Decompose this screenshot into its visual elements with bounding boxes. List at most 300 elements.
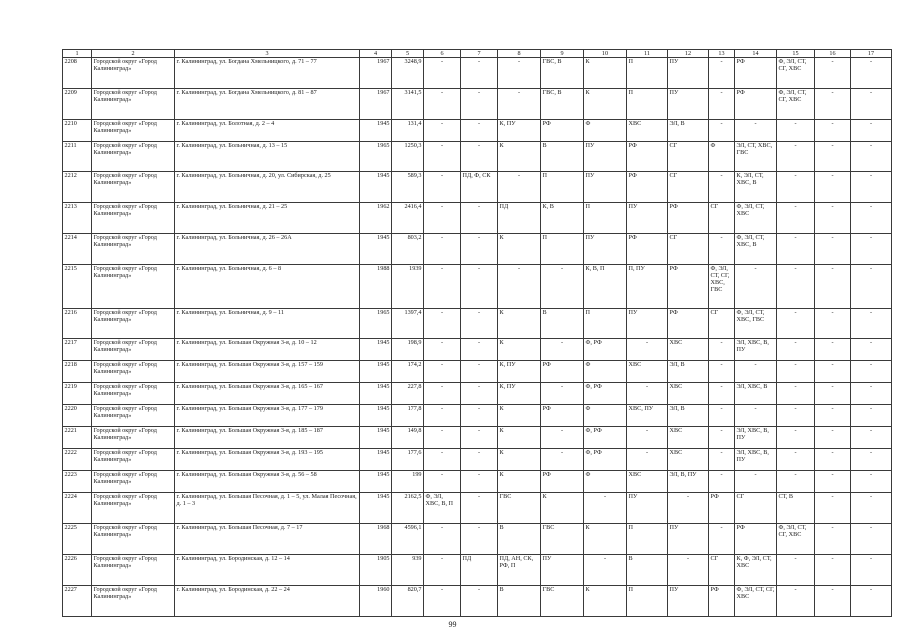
table-cell: ХВС bbox=[627, 120, 668, 142]
table-cell: - bbox=[709, 89, 735, 120]
table-cell: - bbox=[851, 58, 892, 89]
table-cell: ХВС bbox=[627, 361, 668, 383]
table-cell: К bbox=[498, 309, 541, 339]
table-cell: - bbox=[461, 427, 498, 449]
table-cell: ЭЛ, СТ, ХВС, ГВС bbox=[735, 142, 777, 172]
table-cell: Ф, РФ bbox=[584, 339, 627, 361]
table-cell: - bbox=[709, 234, 735, 265]
table-cell: - bbox=[424, 586, 461, 617]
table-cell: 939 bbox=[392, 555, 424, 586]
table-cell: Городской округ «Город Калининград» bbox=[92, 309, 175, 339]
column-header: 7 bbox=[461, 50, 498, 58]
table-cell: 2225 bbox=[63, 524, 92, 555]
table-cell: - bbox=[498, 58, 541, 89]
table-cell: - bbox=[709, 405, 735, 427]
table-cell: - bbox=[709, 471, 735, 493]
table-cell: Городской округ «Город Калининград» bbox=[92, 58, 175, 89]
table-cell: - bbox=[461, 524, 498, 555]
table-cell: - bbox=[461, 449, 498, 471]
table-cell: - bbox=[461, 120, 498, 142]
table-cell: - bbox=[668, 493, 709, 524]
table-cell: ЭЛ, ХВС, В, ПУ bbox=[735, 449, 777, 471]
table-cell: - bbox=[461, 58, 498, 89]
table-cell: - bbox=[851, 449, 892, 471]
table-cell: 2219 bbox=[63, 383, 92, 405]
table-cell: 2210 bbox=[63, 120, 92, 142]
table-cell: - bbox=[461, 203, 498, 234]
table-cell: - bbox=[851, 234, 892, 265]
table-cell: К, В bbox=[541, 203, 584, 234]
table-cell: П bbox=[584, 309, 627, 339]
table-cell: - bbox=[461, 265, 498, 309]
table-cell: Ф, РФ bbox=[584, 383, 627, 405]
table-cell: К, ПУ bbox=[498, 383, 541, 405]
column-header: 17 bbox=[851, 50, 892, 58]
table-cell: РФ bbox=[668, 203, 709, 234]
table-cell: ГВС bbox=[498, 493, 541, 524]
table-cell: ПД bbox=[461, 555, 498, 586]
table-cell: К bbox=[498, 471, 541, 493]
table-cell: 2215 bbox=[63, 265, 92, 309]
table-cell: г. Калининград, ул. Большая Песочная, д. 1 – 5, ул. Малая Песочная, д. 1 – 3 bbox=[175, 493, 360, 524]
table-row bbox=[63, 58, 892, 89]
table-cell: 2162,5 bbox=[392, 493, 424, 524]
table-cell: П bbox=[627, 89, 668, 120]
table-cell: 1945 bbox=[360, 339, 392, 361]
table-cell: П bbox=[627, 58, 668, 89]
table-cell: - bbox=[777, 203, 815, 234]
table-cell: - bbox=[815, 471, 851, 493]
table-cell: - bbox=[851, 427, 892, 449]
table-cell: К bbox=[541, 493, 584, 524]
table-cell: г. Калининград, ул. Большая Окружная 3-я, д. 177 – 179 bbox=[175, 405, 360, 427]
table-cell: К bbox=[584, 58, 627, 89]
table-cell: СГ bbox=[668, 142, 709, 172]
table-cell: Ф bbox=[584, 120, 627, 142]
table-cell: - bbox=[777, 405, 815, 427]
table-cell: - bbox=[851, 555, 892, 586]
table-cell: 1945 bbox=[360, 172, 392, 203]
table-cell: ГВС bbox=[541, 586, 584, 617]
table-cell: - bbox=[777, 309, 815, 339]
table-row bbox=[63, 203, 892, 234]
table-cell: - bbox=[777, 586, 815, 617]
table-cell: К bbox=[584, 586, 627, 617]
table-cell: - bbox=[424, 265, 461, 309]
page-number: 99 bbox=[448, 620, 457, 629]
table-cell: - bbox=[424, 471, 461, 493]
table-cell: К bbox=[584, 89, 627, 120]
table-cell: 2416,4 bbox=[392, 203, 424, 234]
table-cell: - bbox=[424, 120, 461, 142]
table-cell: 174,2 bbox=[392, 361, 424, 383]
table-cell: г. Калининград, ул. Больничная, д. 26 – 26А bbox=[175, 234, 360, 265]
table-cell: 2217 bbox=[63, 339, 92, 361]
table-cell: ЭЛ, В, ПУ bbox=[668, 471, 709, 493]
table-cell: П bbox=[541, 234, 584, 265]
table-cell: - bbox=[735, 405, 777, 427]
table-cell: Городской округ «Город Калининград» bbox=[92, 586, 175, 617]
table-cell: - bbox=[851, 89, 892, 120]
table-cell: ХВС, ПУ bbox=[627, 405, 668, 427]
table-body bbox=[63, 58, 892, 617]
table-cell: 2218 bbox=[63, 361, 92, 383]
table-cell: 4596,1 bbox=[392, 524, 424, 555]
table-cell: г. Калининград, ул. Большая Окружная 3-я, д. 157 – 159 bbox=[175, 361, 360, 383]
table-cell: - bbox=[709, 172, 735, 203]
table-cell: 1960 bbox=[360, 586, 392, 617]
table-cell: П bbox=[541, 172, 584, 203]
table-cell: Ф bbox=[584, 361, 627, 383]
table-cell: СГ bbox=[709, 309, 735, 339]
table-cell: РФ bbox=[541, 361, 584, 383]
table-cell: К bbox=[498, 234, 541, 265]
table-cell: г. Калининград, ул. Большая Песочная, д. 7 – 17 bbox=[175, 524, 360, 555]
table-cell: - bbox=[461, 142, 498, 172]
table-cell: К, ЭЛ, СТ, ХВС, В bbox=[735, 172, 777, 203]
table-cell: - bbox=[424, 142, 461, 172]
table-cell: Городской округ «Город Калининград» bbox=[92, 172, 175, 203]
table-cell: 2209 bbox=[63, 89, 92, 120]
table-cell: г. Калининград, ул. Большая Окружная 3-я, д. 193 – 195 bbox=[175, 449, 360, 471]
table-cell: В bbox=[627, 555, 668, 586]
column-header: 12 bbox=[668, 50, 709, 58]
table-cell: - bbox=[461, 586, 498, 617]
table-cell: - bbox=[735, 265, 777, 309]
table-cell: - bbox=[777, 234, 815, 265]
table-cell: ПУ bbox=[584, 172, 627, 203]
column-header: 14 bbox=[735, 50, 777, 58]
column-header: 4 bbox=[360, 50, 392, 58]
table-cell: - bbox=[709, 120, 735, 142]
table-cell: Городской округ «Город Калининград» bbox=[92, 449, 175, 471]
table-cell: ЭЛ, ХВС, В, ПУ bbox=[735, 427, 777, 449]
table-cell: ПУ bbox=[541, 555, 584, 586]
table-cell: г. Калининград, ул. Бородинская, д. 12 – 14 bbox=[175, 555, 360, 586]
table-cell: ЭЛ, В bbox=[668, 361, 709, 383]
table-cell: - bbox=[815, 586, 851, 617]
table-cell: - bbox=[424, 309, 461, 339]
table-cell: П bbox=[627, 586, 668, 617]
table-cell: - bbox=[709, 524, 735, 555]
table-cell: - bbox=[709, 383, 735, 405]
table-cell: 149,8 bbox=[392, 427, 424, 449]
table-cell: - bbox=[541, 383, 584, 405]
table-cell: 177,8 bbox=[392, 405, 424, 427]
table-row bbox=[63, 234, 892, 265]
table-cell: ПУ bbox=[627, 203, 668, 234]
table-cell: 131,4 bbox=[392, 120, 424, 142]
table-cell: К bbox=[498, 427, 541, 449]
table-cell: 227,8 bbox=[392, 383, 424, 405]
table-cell: - bbox=[815, 89, 851, 120]
table-cell: ГВС, В bbox=[541, 58, 584, 89]
table-cell: - bbox=[424, 405, 461, 427]
table-cell: 2213 bbox=[63, 203, 92, 234]
table-cell: 1965 bbox=[360, 309, 392, 339]
table-cell: 1945 bbox=[360, 120, 392, 142]
table-cell: ПД, Ф, СК bbox=[461, 172, 498, 203]
table-cell: РФ bbox=[541, 471, 584, 493]
table-cell: ПУ bbox=[584, 234, 627, 265]
table-cell: - bbox=[584, 493, 627, 524]
table-cell: 2220 bbox=[63, 405, 92, 427]
table-cell: ХВС bbox=[668, 449, 709, 471]
table-cell: - bbox=[668, 555, 709, 586]
table-cell: ХВС bbox=[668, 427, 709, 449]
column-header: 9 bbox=[541, 50, 584, 58]
table-cell: В bbox=[498, 586, 541, 617]
table-cell: - bbox=[851, 586, 892, 617]
table-cell: РФ bbox=[627, 172, 668, 203]
column-header: 16 bbox=[815, 50, 851, 58]
table-cell: 3141,5 bbox=[392, 89, 424, 120]
table-cell: РФ bbox=[627, 142, 668, 172]
table-cell: - bbox=[735, 120, 777, 142]
table-cell: СГ bbox=[709, 555, 735, 586]
table-cell: - bbox=[424, 339, 461, 361]
table-cell: - bbox=[815, 383, 851, 405]
table-cell: - bbox=[461, 339, 498, 361]
table-cell: - bbox=[815, 234, 851, 265]
table-cell: РФ bbox=[735, 58, 777, 89]
table-cell: - bbox=[851, 405, 892, 427]
table-cell: 1250,3 bbox=[392, 142, 424, 172]
table-row bbox=[63, 524, 892, 555]
table-cell: г. Калининград, ул. Больничная, д. 9 – 11 bbox=[175, 309, 360, 339]
table-cell: - bbox=[541, 339, 584, 361]
table-cell: 2226 bbox=[63, 555, 92, 586]
table-cell: РФ bbox=[668, 265, 709, 309]
table-cell: - bbox=[424, 383, 461, 405]
table-cell: 2224 bbox=[63, 493, 92, 524]
table-cell: ЭЛ, ХВС, В, ПУ bbox=[735, 339, 777, 361]
table-cell: 2227 bbox=[63, 586, 92, 617]
table-cell: - bbox=[851, 361, 892, 383]
table-cell: 1945 bbox=[360, 405, 392, 427]
table-cell: Городской округ «Город Калининград» bbox=[92, 405, 175, 427]
table-cell: - bbox=[815, 493, 851, 524]
table-cell: Городской округ «Город Калининград» bbox=[92, 120, 175, 142]
table-cell: - bbox=[815, 120, 851, 142]
table-cell: Ф, РФ bbox=[584, 449, 627, 471]
table-cell: СГ bbox=[735, 493, 777, 524]
table-cell: Городской округ «Город Калининград» bbox=[92, 524, 175, 555]
table-row bbox=[63, 449, 892, 471]
table-cell: г. Калининград, ул. Богдана Хмельницкого, д. 71 – 77 bbox=[175, 58, 360, 89]
table-cell: - bbox=[461, 309, 498, 339]
table-cell: 2221 bbox=[63, 427, 92, 449]
table-cell: г. Калининград, ул. Богдана Хмельницкого, д. 81 – 87 bbox=[175, 89, 360, 120]
table-cell: - bbox=[777, 427, 815, 449]
table-cell: 1965 bbox=[360, 142, 392, 172]
table-cell: Ф, ЭЛ, СТ, ХВС bbox=[735, 203, 777, 234]
table-cell: - bbox=[735, 361, 777, 383]
table-cell: Ф bbox=[584, 405, 627, 427]
table-cell: - bbox=[815, 361, 851, 383]
column-header: 8 bbox=[498, 50, 541, 58]
table-cell: - bbox=[498, 89, 541, 120]
table-cell: 2222 bbox=[63, 449, 92, 471]
table-cell: Ф, РФ bbox=[584, 427, 627, 449]
table-cell: Ф, ЭЛ, ХВС, В, П bbox=[424, 493, 461, 524]
table-cell: Городской округ «Город Калининград» bbox=[92, 361, 175, 383]
table-cell: ПУ bbox=[668, 89, 709, 120]
table-cell: - bbox=[851, 524, 892, 555]
table-cell: К bbox=[584, 524, 627, 555]
column-header: 10 bbox=[584, 50, 627, 58]
table-cell: Ф, ЭЛ, СТ, СГ, ХВС bbox=[777, 524, 815, 555]
table-cell: 1945 bbox=[360, 234, 392, 265]
table-cell: - bbox=[498, 172, 541, 203]
table-cell: - bbox=[541, 449, 584, 471]
table-cell: Ф, ЭЛ, СТ, СГ, ХВС bbox=[735, 586, 777, 617]
table-cell: Ф, ЭЛ, СТ, СГ, ХВС bbox=[777, 58, 815, 89]
table-cell: - bbox=[777, 449, 815, 471]
table-cell: - bbox=[851, 309, 892, 339]
table-cell: К bbox=[498, 339, 541, 361]
table-cell: К bbox=[498, 449, 541, 471]
table-cell: 2212 bbox=[63, 172, 92, 203]
table-cell: Городской округ «Город Калининград» bbox=[92, 471, 175, 493]
table-row bbox=[63, 427, 892, 449]
table-cell: 2216 bbox=[63, 309, 92, 339]
column-number-row bbox=[63, 50, 892, 58]
table-cell: РФ bbox=[735, 524, 777, 555]
table-cell: - bbox=[815, 449, 851, 471]
table-cell: - bbox=[461, 493, 498, 524]
table-cell: Городской округ «Город Калининград» bbox=[92, 265, 175, 309]
table-cell: СГ bbox=[668, 172, 709, 203]
table-cell: - bbox=[584, 555, 627, 586]
table-cell: 2208 bbox=[63, 58, 92, 89]
table-cell: ПУ bbox=[627, 493, 668, 524]
table-cell: - bbox=[461, 89, 498, 120]
table-cell: - bbox=[815, 339, 851, 361]
table-cell: 589,3 bbox=[392, 172, 424, 203]
table-cell: ПУ bbox=[627, 309, 668, 339]
table-cell: г. Калининград, ул. Большая Окружная 3-я, д. 10 – 12 bbox=[175, 339, 360, 361]
table-cell: - bbox=[851, 493, 892, 524]
table-cell: г. Калининград, ул. Большая Окружная 3-я, д. 56 – 58 bbox=[175, 471, 360, 493]
table-row bbox=[63, 555, 892, 586]
table-cell: ПУ bbox=[584, 142, 627, 172]
table-cell: - bbox=[777, 172, 815, 203]
table-cell: РФ bbox=[668, 309, 709, 339]
table-cell: ЭЛ, ХВС, В bbox=[735, 383, 777, 405]
table-cell: ЭЛ, В bbox=[668, 120, 709, 142]
table-cell: 1968 bbox=[360, 524, 392, 555]
table-cell: - bbox=[461, 383, 498, 405]
table-cell: - bbox=[815, 524, 851, 555]
table-cell: - bbox=[709, 58, 735, 89]
table-cell: г. Калининград, ул. Большая Окружная 3-я, д. 185 – 187 bbox=[175, 427, 360, 449]
table-cell: - bbox=[777, 265, 815, 309]
table-cell: РФ bbox=[541, 405, 584, 427]
table-cell: - bbox=[424, 427, 461, 449]
column-header: 6 bbox=[424, 50, 461, 58]
table-cell: РФ bbox=[541, 120, 584, 142]
table-cell: 177,6 bbox=[392, 449, 424, 471]
table-cell: РФ bbox=[709, 493, 735, 524]
table-cell: - bbox=[815, 172, 851, 203]
table-cell: Ф, ЭЛ, СТ, ХВС, В bbox=[735, 234, 777, 265]
table-cell: Городской округ «Город Калининград» bbox=[92, 555, 175, 586]
column-header: 13 bbox=[709, 50, 735, 58]
table-cell: - bbox=[424, 361, 461, 383]
table-cell: ХВС bbox=[668, 383, 709, 405]
table-cell: 1967 bbox=[360, 58, 392, 89]
table-row bbox=[63, 172, 892, 203]
table-row bbox=[63, 142, 892, 172]
table-cell: 199 bbox=[392, 471, 424, 493]
table-cell: - bbox=[461, 234, 498, 265]
table-cell: - bbox=[424, 524, 461, 555]
table-cell: Городской округ «Город Калининград» bbox=[92, 203, 175, 234]
table-cell: 2214 bbox=[63, 234, 92, 265]
table-cell: 1939 bbox=[392, 265, 424, 309]
table-row bbox=[63, 493, 892, 524]
table-cell: 1945 bbox=[360, 427, 392, 449]
table-cell: - bbox=[424, 172, 461, 203]
table-cell: - bbox=[541, 427, 584, 449]
table-cell: - bbox=[777, 383, 815, 405]
table-cell: Городской округ «Город Калининград» bbox=[92, 89, 175, 120]
table-cell: - bbox=[461, 361, 498, 383]
table-cell: г. Калининград, ул. Больничная, д. 21 – 25 bbox=[175, 203, 360, 234]
table-cell: - bbox=[709, 449, 735, 471]
table-cell: К bbox=[498, 142, 541, 172]
table-cell: - bbox=[777, 555, 815, 586]
table-cell: - bbox=[424, 555, 461, 586]
table-row bbox=[63, 339, 892, 361]
table-cell: СГ bbox=[668, 234, 709, 265]
table-row bbox=[63, 361, 892, 383]
table-cell: Городской округ «Город Калининград» bbox=[92, 339, 175, 361]
table-cell: Городской округ «Город Калининград» bbox=[92, 234, 175, 265]
table-cell: - bbox=[424, 203, 461, 234]
table-cell: - bbox=[627, 383, 668, 405]
table-cell: - bbox=[851, 383, 892, 405]
table-cell: 1905 bbox=[360, 555, 392, 586]
table-row bbox=[63, 265, 892, 309]
table-cell: 198,9 bbox=[392, 339, 424, 361]
table-cell: - bbox=[815, 427, 851, 449]
table-cell: 1945 bbox=[360, 471, 392, 493]
table-cell: ГВС bbox=[541, 524, 584, 555]
table-cell: Ф, ЭЛ, СТ, ХВС, ГВС bbox=[735, 309, 777, 339]
table-cell: 1945 bbox=[360, 361, 392, 383]
column-header: 1 bbox=[63, 50, 92, 58]
table-cell: - bbox=[541, 265, 584, 309]
table-cell: - bbox=[851, 471, 892, 493]
table-cell: ГВС, В bbox=[541, 89, 584, 120]
table-cell: г. Калининград, ул. Больничная, д. 6 – 8 bbox=[175, 265, 360, 309]
table-cell: - bbox=[777, 339, 815, 361]
table-cell: ПД, АН, СК, РФ, П bbox=[498, 555, 541, 586]
table-cell: Городской округ «Город Калининград» bbox=[92, 427, 175, 449]
table-cell: К, ПУ bbox=[498, 120, 541, 142]
table-cell: - bbox=[815, 265, 851, 309]
table-cell: - bbox=[424, 58, 461, 89]
table-cell: г. Калининград, ул. Больничная, д. 13 – 15 bbox=[175, 142, 360, 172]
table-row bbox=[63, 405, 892, 427]
column-header: 2 bbox=[92, 50, 175, 58]
table-cell: Ф bbox=[584, 471, 627, 493]
table-row bbox=[63, 89, 892, 120]
table-cell: Ф, ЭЛ, СТ, СГ, ХВС bbox=[777, 89, 815, 120]
table-cell: 1397,4 bbox=[392, 309, 424, 339]
